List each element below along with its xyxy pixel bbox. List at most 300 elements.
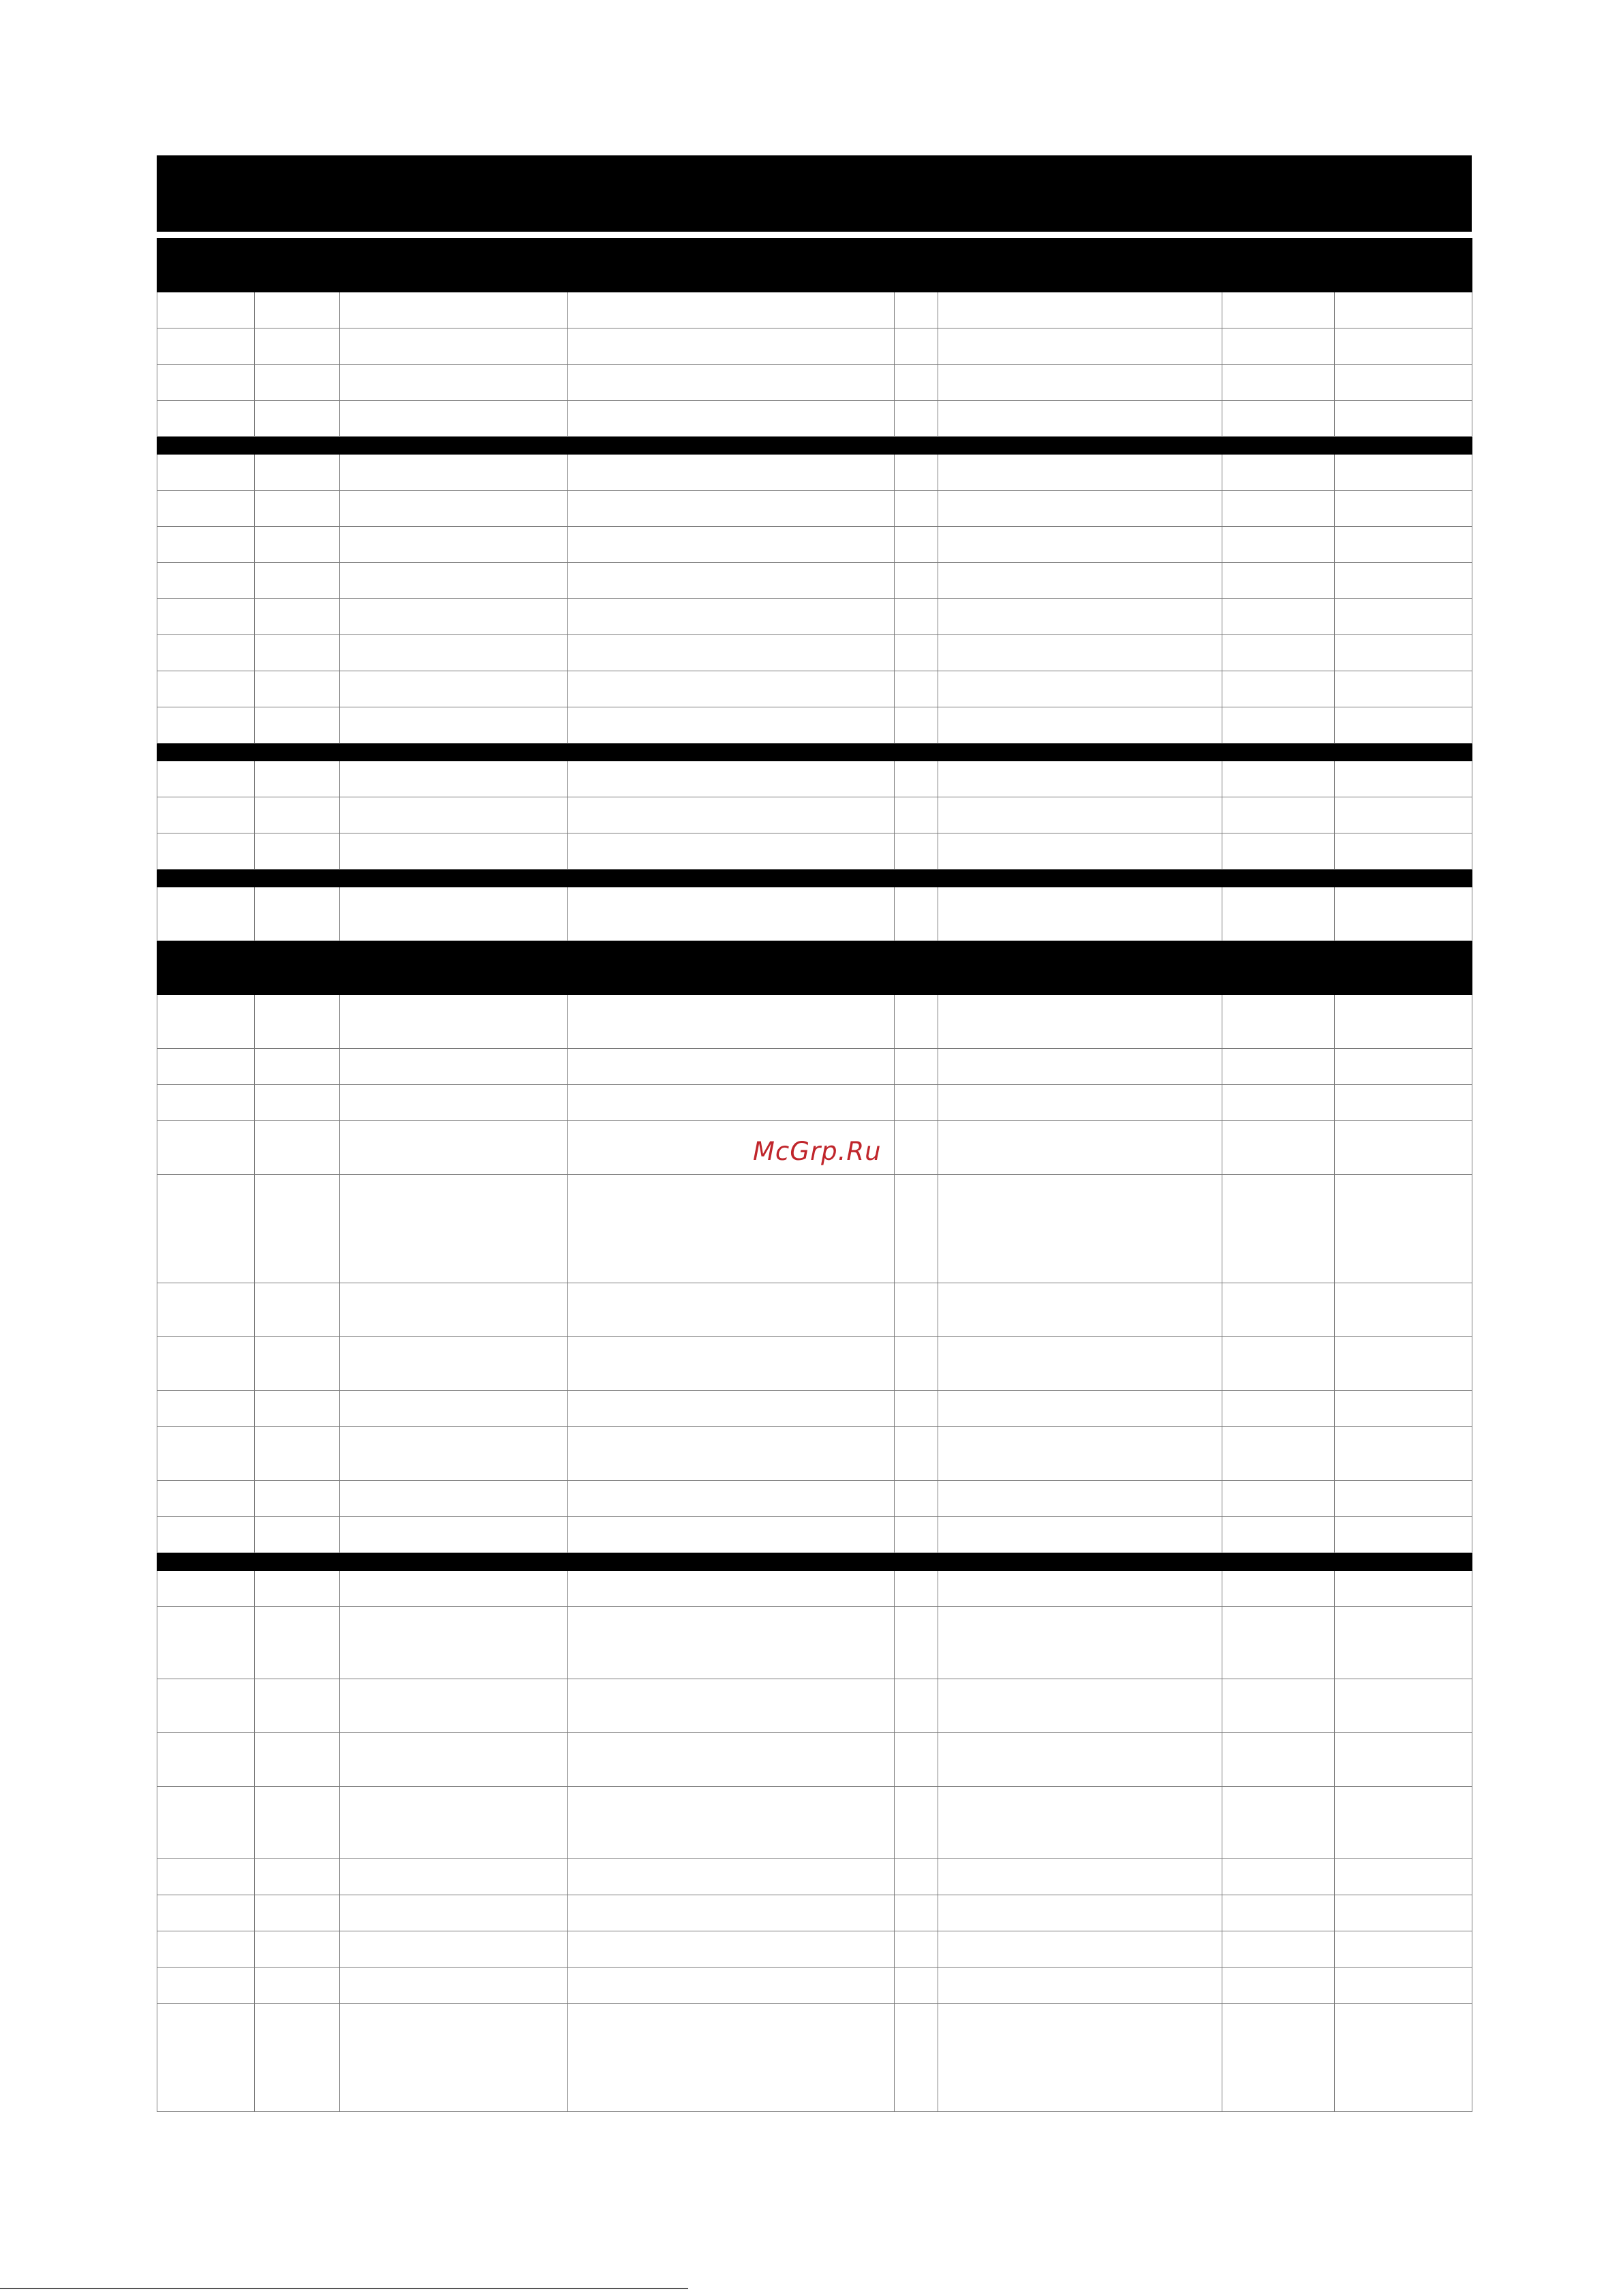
table-cell (340, 671, 568, 707)
table-cell (568, 707, 895, 744)
table-cell (255, 1121, 340, 1175)
table-cell (1222, 1283, 1335, 1337)
table-cell (895, 1481, 938, 1517)
table-cell (938, 2004, 1222, 2112)
table-cell (568, 401, 895, 437)
table-row (157, 1049, 1472, 1085)
table-row (157, 365, 1472, 401)
table-row (157, 1175, 1472, 1283)
table-cell (340, 1571, 568, 1607)
table-cell (568, 365, 895, 401)
table-cell (568, 833, 895, 870)
table-cell (255, 527, 340, 563)
table-cell (157, 1571, 255, 1607)
table-cell (1222, 635, 1335, 671)
table-cell (157, 707, 255, 744)
table-cell (1335, 401, 1472, 437)
table-cell (340, 563, 568, 599)
table-cell (568, 797, 895, 833)
table-cell (938, 1733, 1222, 1787)
table-cell (1335, 1895, 1472, 1931)
table-cell (938, 1121, 1222, 1175)
table-cell (157, 1733, 255, 1787)
table-cell (568, 1571, 895, 1607)
table-cell (1335, 1517, 1472, 1553)
table-cell (255, 1391, 340, 1427)
table-cell (255, 707, 340, 744)
table-cell (1335, 1121, 1472, 1175)
table-row (157, 1391, 1472, 1427)
watermark-text: McGrp.Ru (753, 1137, 882, 1166)
table-cell (157, 1679, 255, 1733)
table-cell (938, 599, 1222, 635)
table-cell (340, 1337, 568, 1391)
table-cell (568, 1481, 895, 1517)
table-cell (340, 599, 568, 635)
table-cell (255, 2004, 340, 2112)
table-cell (1222, 401, 1335, 437)
table-cell (938, 401, 1222, 437)
table-cell (568, 1427, 895, 1481)
table-cell (568, 1679, 895, 1733)
table-cell (1222, 707, 1335, 744)
table-cell (157, 1517, 255, 1553)
table-cell (895, 1968, 938, 2004)
table-cell (938, 455, 1222, 491)
table-cell (895, 455, 938, 491)
table-cell (255, 635, 340, 671)
table-row (157, 455, 1472, 491)
table-cell (895, 1607, 938, 1679)
table-cell (340, 1049, 568, 1085)
table-cell (255, 1517, 340, 1553)
table-cell (895, 1895, 938, 1931)
table-cell (938, 1049, 1222, 1085)
table-row (157, 401, 1472, 437)
table-cell (1335, 2004, 1472, 2112)
section-band (157, 1553, 1472, 1571)
table-row (157, 761, 1472, 797)
table-cell (157, 1391, 255, 1427)
section-band (157, 941, 1472, 995)
table-cell (568, 1391, 895, 1427)
table-cell (1222, 1679, 1335, 1733)
table-cell (255, 455, 340, 491)
table-cell (938, 1283, 1222, 1337)
table-cell (568, 1283, 895, 1337)
table-cell (1222, 887, 1335, 941)
table-cell (938, 1337, 1222, 1391)
table-cell (255, 797, 340, 833)
table-cell (255, 1481, 340, 1517)
table-cell (1222, 2004, 1335, 2112)
table-cell (938, 527, 1222, 563)
table-row (157, 1517, 1472, 1553)
table-cell (1222, 833, 1335, 870)
table-cell (568, 1607, 895, 1679)
section-band (157, 437, 1472, 455)
table-cell (157, 761, 255, 797)
table-row (157, 527, 1472, 563)
table-cell (1335, 761, 1472, 797)
table-cell (157, 365, 255, 401)
table-cell (340, 887, 568, 941)
table-cell (1222, 292, 1335, 328)
table-cell (1335, 1337, 1472, 1391)
table-cell (895, 1049, 938, 1085)
table-cell (255, 1571, 340, 1607)
table-cell (895, 1931, 938, 1968)
table-cell (1222, 1085, 1335, 1121)
table-cell (157, 401, 255, 437)
table-row (157, 563, 1472, 599)
table-row (157, 1427, 1472, 1481)
table-cell (157, 1859, 255, 1895)
table-cell (568, 887, 895, 941)
table-cell (255, 995, 340, 1049)
table-cell (157, 527, 255, 563)
table-cell (255, 1679, 340, 1733)
table-cell (340, 455, 568, 491)
table-cell (568, 1085, 895, 1121)
table-cell (1335, 1931, 1472, 1968)
table-row (157, 1968, 1472, 2004)
table-cell (1335, 599, 1472, 635)
table-row (157, 1283, 1472, 1337)
table-cell (255, 1427, 340, 1481)
table-cell (568, 1049, 895, 1085)
table-cell (1335, 1085, 1472, 1121)
table-cell (1222, 328, 1335, 365)
table-cell (568, 599, 895, 635)
table-cell (1335, 995, 1472, 1049)
table-cell (1222, 527, 1335, 563)
table-cell (1222, 995, 1335, 1049)
table-cell (1335, 563, 1472, 599)
table-cell (157, 491, 255, 527)
table-cell (895, 887, 938, 941)
table-cell (895, 1679, 938, 1733)
table-cell (938, 1679, 1222, 1733)
table-cell (568, 1337, 895, 1391)
table-cell (895, 671, 938, 707)
table-cell (340, 1895, 568, 1931)
table-cell (895, 707, 938, 744)
table-cell (157, 599, 255, 635)
table-cell (1222, 1427, 1335, 1481)
table-row (157, 599, 1472, 635)
section-band-cell (157, 941, 1472, 995)
table-cell (568, 1895, 895, 1931)
table-cell (255, 761, 340, 797)
table-cell (340, 995, 568, 1049)
table-cell (157, 635, 255, 671)
table-cell (938, 1931, 1222, 1968)
table-cell (1222, 563, 1335, 599)
table-cell (340, 328, 568, 365)
table-cell (938, 1427, 1222, 1481)
table-cell (1335, 887, 1472, 941)
table-cell (340, 1283, 568, 1337)
table-cell (255, 1859, 340, 1895)
table-cell (895, 1427, 938, 1481)
table-cell (895, 761, 938, 797)
table-cell (255, 599, 340, 635)
table-row (157, 1337, 1472, 1391)
table-cell (1222, 797, 1335, 833)
table-cell (255, 887, 340, 941)
table-row (157, 1571, 1472, 1607)
table-row (157, 671, 1472, 707)
table-row (157, 887, 1472, 941)
table-cell (255, 1968, 340, 2004)
table-cell (157, 797, 255, 833)
section-band (157, 744, 1472, 761)
table-row (157, 1895, 1472, 1931)
table-cell (340, 401, 568, 437)
table-cell (1335, 1427, 1472, 1481)
table-cell (895, 995, 938, 1049)
table-cell (568, 1517, 895, 1553)
table-cell (340, 1085, 568, 1121)
table-row (157, 1679, 1472, 1733)
table-cell (157, 1427, 255, 1481)
table-cell (1335, 1607, 1472, 1679)
table-cell (938, 671, 1222, 707)
table-cell (340, 1391, 568, 1427)
table-cell (1222, 1121, 1335, 1175)
table-cell (1335, 1859, 1472, 1895)
table-cell (1222, 1571, 1335, 1607)
table-cell (568, 527, 895, 563)
table-cell (895, 1733, 938, 1787)
table-cell (938, 1895, 1222, 1931)
table-cell (1222, 365, 1335, 401)
table-cell (157, 833, 255, 870)
table-cell (895, 527, 938, 563)
table-cell (1222, 1787, 1335, 1859)
table-cell (895, 1085, 938, 1121)
table-cell (340, 1175, 568, 1283)
table-cell (255, 1607, 340, 1679)
table-cell (340, 527, 568, 563)
table-cell (157, 1481, 255, 1517)
table-cell (938, 563, 1222, 599)
table-cell (157, 1121, 255, 1175)
table-cell (895, 599, 938, 635)
table-row (157, 707, 1472, 744)
table-cell (568, 635, 895, 671)
table-cell (938, 1517, 1222, 1553)
table-cell (938, 1607, 1222, 1679)
table-cell (255, 1337, 340, 1391)
table-cell (1222, 761, 1335, 797)
table-cell (895, 1337, 938, 1391)
table-cell (568, 455, 895, 491)
table-cell (1222, 1859, 1335, 1895)
table-cell (568, 761, 895, 797)
table-cell (1335, 527, 1472, 563)
table-cell (1335, 1787, 1472, 1859)
section-band (157, 870, 1472, 887)
table-cell (938, 995, 1222, 1049)
table-row (157, 491, 1472, 527)
table-cell (340, 797, 568, 833)
table-cell (340, 761, 568, 797)
table-cell (1335, 833, 1472, 870)
table-cell (255, 1787, 340, 1859)
table-cell (1335, 671, 1472, 707)
table-cell (568, 1931, 895, 1968)
table-cell (340, 1787, 568, 1859)
table-cell (938, 887, 1222, 941)
table-cell (255, 292, 340, 328)
table-cell (895, 1391, 938, 1427)
table-cell (895, 563, 938, 599)
table-cell (255, 401, 340, 437)
table-cell (895, 328, 938, 365)
table-cell (340, 1859, 568, 1895)
table-cell (1222, 1968, 1335, 2004)
table-cell (938, 761, 1222, 797)
table-cell (255, 1895, 340, 1931)
table-cell (340, 833, 568, 870)
table-cell (568, 292, 895, 328)
table-cell (895, 833, 938, 870)
table-cell (1222, 1733, 1335, 1787)
table-cell (255, 563, 340, 599)
table-cell (895, 635, 938, 671)
table-cell (568, 563, 895, 599)
table-row (157, 833, 1472, 870)
table-cell (340, 1121, 568, 1175)
table-cell (255, 1085, 340, 1121)
table-cell (340, 292, 568, 328)
table-cell (340, 1679, 568, 1733)
table-cell (895, 491, 938, 527)
table-cell (938, 797, 1222, 833)
table-cell (1335, 1481, 1472, 1517)
table-cell (255, 1733, 340, 1787)
table-cell (157, 563, 255, 599)
table-row (157, 2004, 1472, 2112)
table-cell (568, 2004, 895, 2112)
table-cell (568, 1733, 895, 1787)
table-cell (1335, 365, 1472, 401)
table-cell (255, 671, 340, 707)
title-bar (157, 155, 1472, 232)
table-cell (255, 328, 340, 365)
table-row (157, 292, 1472, 328)
table-row (157, 1733, 1472, 1787)
table-cell (1222, 1049, 1335, 1085)
table-cell (157, 671, 255, 707)
table-cell (568, 328, 895, 365)
table-row (157, 1859, 1472, 1895)
table-cell (895, 2004, 938, 2112)
section-band-cell (157, 437, 1472, 455)
table-cell (1335, 1283, 1472, 1337)
table-cell (157, 995, 255, 1049)
section-band-cell (157, 239, 1472, 292)
table-cell (340, 1481, 568, 1517)
table-cell (340, 1968, 568, 2004)
table-cell (255, 1283, 340, 1337)
table-cell (938, 292, 1222, 328)
table-cell (255, 365, 340, 401)
table-cell (1335, 707, 1472, 744)
table-cell (1222, 1517, 1335, 1553)
table-cell (568, 1859, 895, 1895)
table-cell (1222, 1337, 1335, 1391)
table-cell (157, 292, 255, 328)
table-cell (895, 1175, 938, 1283)
table-cell (938, 1859, 1222, 1895)
table-cell (255, 1931, 340, 1968)
table-cell (895, 1859, 938, 1895)
table-cell (895, 1571, 938, 1607)
section-band-cell (157, 870, 1472, 887)
table-cell (157, 1787, 255, 1859)
table-cell (1222, 1895, 1335, 1931)
table-cell (895, 1787, 938, 1859)
table-cell (340, 1733, 568, 1787)
table-cell (157, 1895, 255, 1931)
table-cell (1222, 1481, 1335, 1517)
table-cell (1222, 1607, 1335, 1679)
table-cell (157, 1607, 255, 1679)
table-cell (568, 1787, 895, 1859)
table-cell (340, 365, 568, 401)
table-cell (1335, 1049, 1472, 1085)
table-cell (157, 2004, 255, 2112)
table-cell (157, 328, 255, 365)
table-cell (1335, 328, 1472, 365)
table-cell (568, 1175, 895, 1283)
table-cell (157, 1085, 255, 1121)
table-cell (1335, 455, 1472, 491)
table-cell (1335, 1968, 1472, 2004)
table-cell (1335, 491, 1472, 527)
table-cell (157, 887, 255, 941)
table-cell (255, 491, 340, 527)
table-cell (1222, 1391, 1335, 1427)
table-cell (340, 2004, 568, 2112)
table-cell (1222, 1175, 1335, 1283)
table-cell (895, 292, 938, 328)
table-cell (340, 1607, 568, 1679)
table-cell (340, 635, 568, 671)
table-cell (1222, 455, 1335, 491)
table-cell (895, 365, 938, 401)
footnote-rule (0, 2288, 688, 2289)
table-cell (895, 1121, 938, 1175)
table-cell (157, 1968, 255, 2004)
table-cell (1222, 491, 1335, 527)
table-cell (938, 1968, 1222, 2004)
table-cell (568, 671, 895, 707)
table-cell (157, 1049, 255, 1085)
table-cell (1222, 671, 1335, 707)
table-row (157, 995, 1472, 1049)
table-cell (157, 1337, 255, 1391)
table-cell (895, 797, 938, 833)
table-cell (895, 401, 938, 437)
table-cell (1335, 1679, 1472, 1733)
table-cell (568, 491, 895, 527)
table-cell (255, 833, 340, 870)
table-cell (568, 995, 895, 1049)
